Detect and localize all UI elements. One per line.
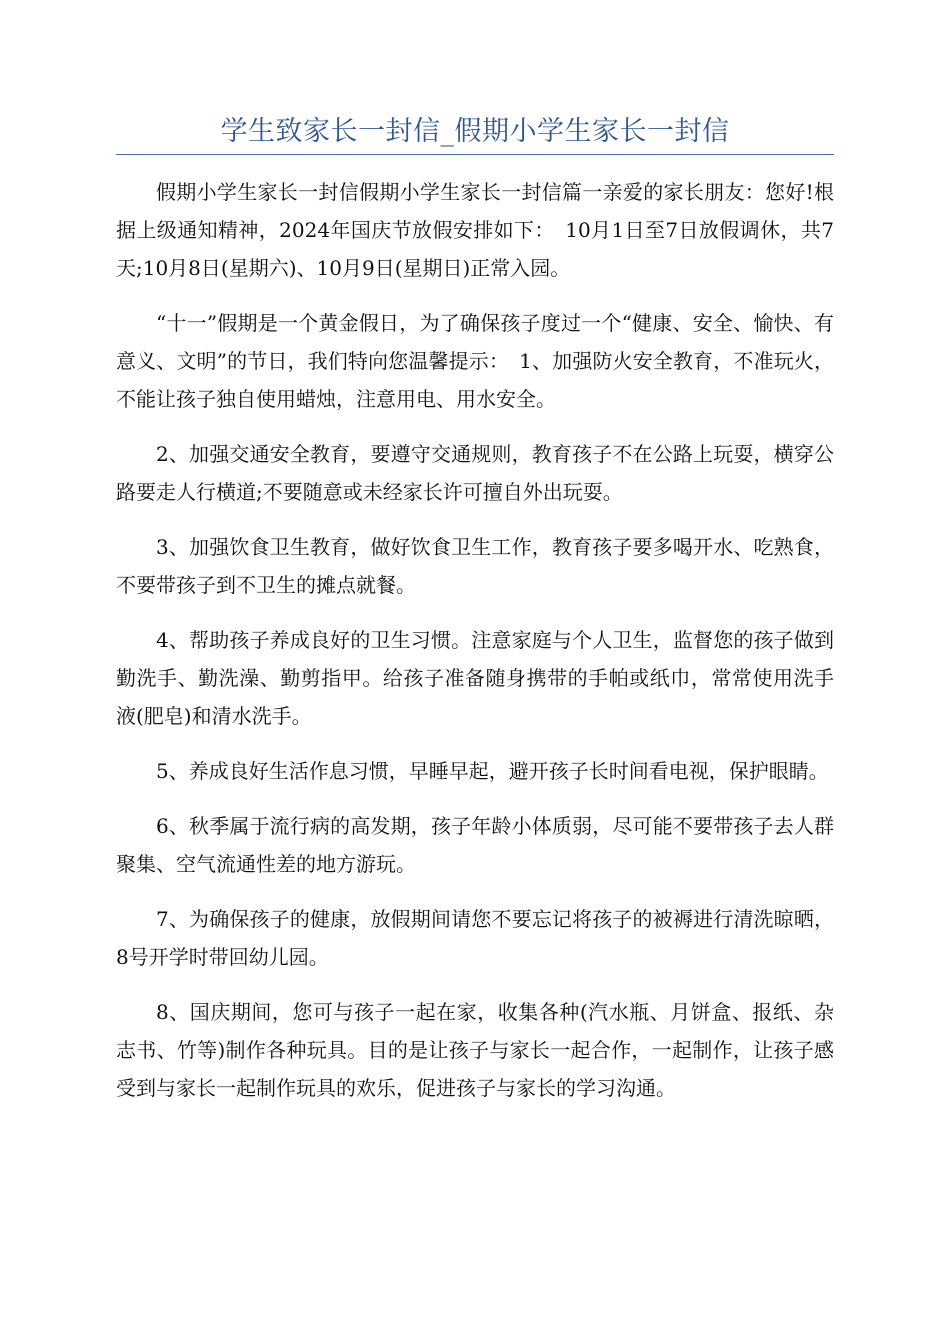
paragraph-holiday-reminder: “十一”假期是一个黄金假日，为了确保孩子度过一个“健康、安全、愉快、有意义、文明”的节日，我们特向您温馨提示： 1、加强防火安全教育，不准玩火，不能让孩子独自使用蜡烛，注意用电、用水安全。	[116, 311, 834, 411]
document-body	[116, 173, 834, 1124]
paragraph-tip-6: 6、秋季属于流行病的高发期，孩子年龄小体质弱，尽可能不要带孩子去人群聚集、空气流通性差的地方游玩。	[116, 814, 834, 876]
paragraph-tip-7: 7、为确保孩子的健康，放假期间请您不要忘记将孩子的被褥进行清洗晾晒，8号开学时带回幼儿园。	[116, 907, 834, 969]
paragraph-tip-4: 4、帮助孩子养成良好的卫生习惯。注意家庭与个人卫生，监督您的孩子做到勤洗手、勤洗澡、勤剪指甲。给孩子准备随身携带的手帕或纸巾，常常使用洗手液(肥皂)和清水洗手。	[116, 628, 834, 728]
paragraph-tip-8: 8、国庆期间，您可与孩子一起在家，收集各种(汽水瓶、月饼盒、报纸、杂志书、竹等)制作各种玩具。目的是让孩子与家长一起合作，一起制作，让孩子感受到与家长一起制作玩具的欢乐，促进孩子与家长的学习沟通。	[116, 1000, 834, 1100]
paragraph-intro: 假期小学生家长一封信假期小学生家长一封信篇一亲爱的家长朋友：您好!根据上级通知精神，2024年国庆节放假安排如下： 10月1日至7日放假调休，共7天;10月8日(星期六)、10月9日(星期日)正常入园。	[116, 180, 834, 280]
paragraph-tip-5: 5、养成良好生活作息习惯，早睡早起，避开孩子长时间看电视，保护眼睛。	[156, 759, 829, 783]
title-underline	[116, 154, 834, 155]
document-title: 学生致家长一封信_假期小学生家长一封信	[220, 116, 730, 147]
paragraph-tip-2: 2、加强交通安全教育，要遵守交通规则，教育孩子不在公路上玩耍，横穿公路要走人行横道;不要随意或未经家长许可擅自外出玩耍。	[116, 442, 834, 504]
paragraph-tip-3: 3、加强饮食卫生教育，做好饮食卫生工作，教育孩子要多喝开水、吃熟食，不要带孩子到不卫生的摊点就餐。	[116, 535, 834, 597]
